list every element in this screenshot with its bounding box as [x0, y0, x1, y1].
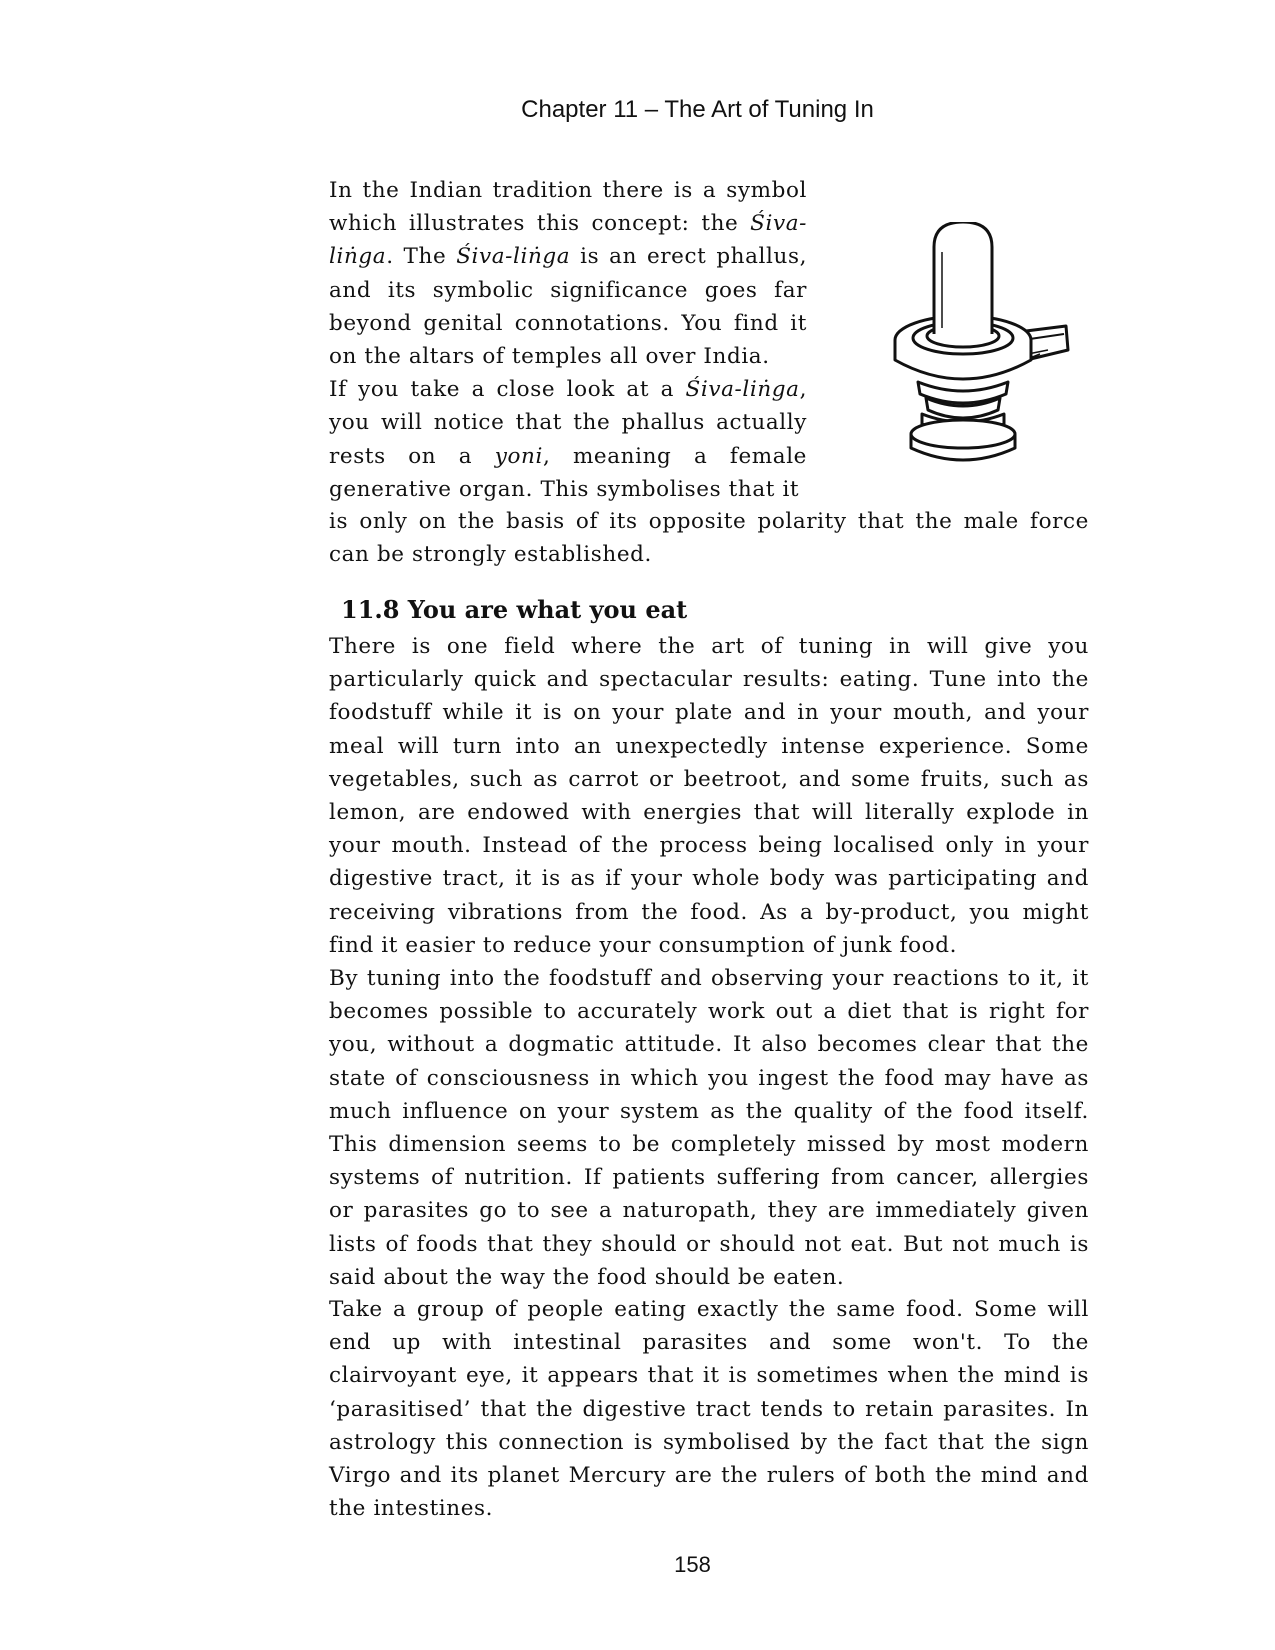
term-siva-linga: Śiva-liṅga	[685, 377, 800, 403]
intro-text-b: . The	[386, 244, 457, 270]
intro-text-c: is an erect phallus, and its symbolic significance goes far beyond genital connotations. You find it on the altars of temples all over India.	[329, 244, 808, 370]
intro-text-a: In the Indian tradition there is a symbol which illustrates this concept: the	[329, 178, 807, 237]
intro-text-d: If you take a close look at a	[329, 377, 686, 403]
term-yoni: yoni	[494, 443, 543, 469]
intro-text-f: , meaning a female generative organ. This symbolises that it	[329, 443, 807, 502]
section-heading: 11.8 You are what you eat	[341, 595, 688, 624]
intro-paragraph-tail: is only on the basis of its opposite polarity that the male force can be strongly established.	[329, 509, 1089, 568]
intro-paragraph	[329, 174, 807, 506]
body-paragraph-3: Take a group of people eating exactly the same food. Some will end up with intestinal parasites and some won't. To the clairvoyant eye, it appears that it is sometimes when the mind is ‘parasitised’ that the digestive tract tends to retain parasites. In astrology this connection is symbolised by the fact that the sign Virgo and its planet Mercury are the rulers of both the mind and the intestines.	[329, 1297, 1089, 1522]
body-paragraph-2: By tuning into the foodstuff and observing your reactions to it, it becomes possible to accurately work out a diet that is right for you, without a dogmatic attitude. It also becomes clear that the state of consciousness in which you ingest the food may have as much influence on your system as the quality of the food itself. This dimension seems to be completely missed by most modern systems of nutrition. If patients suffering from cancer, allergies or parasites go to see a naturopath, they are immediately given lists of foods that they should or should not eat. But not much is said about the way the food should be eaten.	[329, 966, 1089, 1290]
body-paragraph-1: There is one field where the art of tuning in will give you particularly quick and spectacular results: eating. Tune into the foodstuff while it is on your plate and in your mouth, and your meal will turn into an unexpectedly intense experience. Some vegetables, such as carrot or beetroot, and some fruits, such as lemon, are endowed with energies that will literally explode in your mouth. Instead of the process being localised only in your digestive tract, it is as if your whole body was participating and receiving vibrations from the food. As a by-product, you might find it easier to reduce your consumption of junk food.	[329, 634, 1089, 958]
running-header: Chapter 11 – The Art of Tuning In	[521, 96, 874, 123]
siva-linga-illustration-icon	[868, 222, 1078, 482]
intro-text-e: , you will notice that the phallus actually rests on a	[329, 377, 807, 469]
term-siva-linga: Śiva-liṅga	[456, 244, 571, 270]
term-siva-linga: Śiva-liṅga	[329, 211, 807, 270]
page-number: 158	[674, 1552, 711, 1577]
